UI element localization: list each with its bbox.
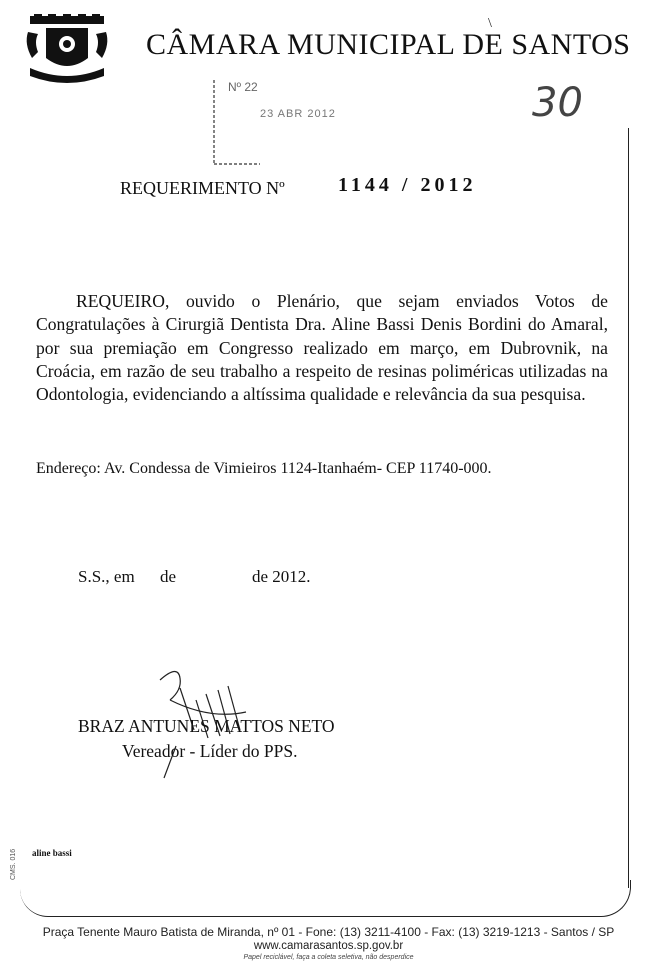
protocol-number: Nº 22	[228, 80, 258, 94]
side-form-code: CMS. 016	[10, 848, 17, 880]
signer-role: Vereador - Líder do PPS.	[122, 741, 298, 761]
requerimento-label: REQUERIMENTO Nº	[120, 178, 285, 198]
date-place: S.S., em	[78, 567, 135, 586]
date-de: de	[160, 567, 177, 586]
body-paragraph-text: REQUEIRO, ouvido o Plenário, que sejam enviados Votos de Congratulações à Cirurgiã Dentista Dra. Aline Bassi Denis Bordini do Amaral, por sua premiação em Congresso realizado em março, em Dubrovnik, na Croácia, em razão de seu trabalho a respeito de resinas poliméricas utilizadas na Odontologia, evidenciando a altíssima qualidade e relevância da sua pesquisa.	[36, 291, 608, 405]
footer-address: Praça Tenente Mauro Batista de Miranda, nº 01 - Fone: (13) 3211-4100 - Fax: (13) 3219-1213 - Santos / SP	[42, 925, 615, 939]
address-line: Endereço: Av. Condessa de Vimieiros 1124-Itanhaém- CEP 11740-000.	[36, 460, 492, 477]
footer-website: www.camarasantos.sp.gov.br	[253, 940, 404, 952]
requerimento-number: 1144 / 2012	[338, 174, 477, 196]
body-paragraph	[36, 290, 608, 406]
date-year: de 2012.	[252, 567, 311, 586]
author-initials: aline bassi	[32, 848, 72, 858]
protocol-date: 23 ABR 2012	[260, 108, 336, 120]
signer-name: BRAZ ANTUNES MATTOS NETO	[78, 716, 335, 736]
page-number-mark: 30	[532, 80, 583, 126]
coat-of-arms-logo	[24, 14, 110, 88]
protocol-stamp	[210, 78, 360, 166]
institution-title: CÂMARA MUNICIPAL DE SANTOS	[146, 28, 631, 61]
frame-bottom-border	[20, 880, 631, 917]
frame-right-border	[628, 128, 629, 888]
page-footer	[0, 925, 657, 962]
footer-recycling-note: Papel reciclável, faça a coleta seletiva, não desperdice	[243, 954, 414, 961]
tick-mark: \	[488, 16, 492, 31]
